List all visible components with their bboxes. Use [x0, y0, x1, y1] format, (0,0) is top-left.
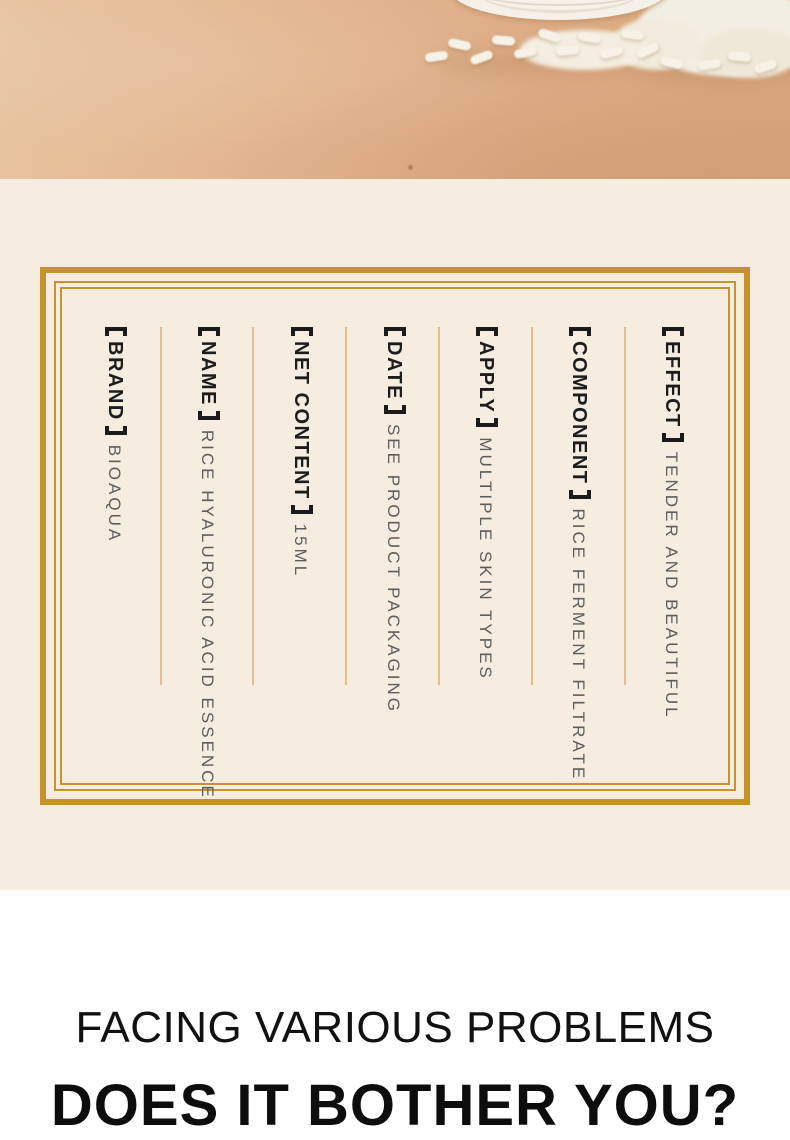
spec-item-label: COMPONENT	[568, 341, 591, 485]
headline-section	[0, 890, 790, 1138]
spec-item-value: RICE HYALURONIC ACID ESSENCE	[197, 429, 217, 800]
spec-item-value: RICE FERMENT FILTRATE	[569, 508, 589, 782]
spec-item-value: MULTIPLE SKIN TYPES	[476, 437, 496, 681]
spec-item-date	[379, 327, 407, 714]
bracket-open-icon	[476, 327, 498, 336]
spec-item-label: APPLY	[475, 341, 498, 414]
bracket-open-icon	[198, 327, 220, 336]
spec-section	[0, 179, 790, 890]
bracket-close-icon	[662, 433, 684, 442]
bracket-close-icon	[569, 490, 591, 499]
spec-item-label: NAME	[196, 341, 219, 406]
spec-item-value: TENDER AND BEAUTIFUL	[662, 451, 681, 720]
bracket-open-icon	[291, 327, 313, 336]
photo-speck	[408, 165, 413, 170]
spec-item-value: 15ML	[290, 523, 310, 579]
headline-line-2: DOES IT BOTHER YOU?	[50, 1072, 740, 1138]
headline-line-1: FACING VARIOUS PROBLEMS	[75, 1003, 715, 1052]
column-separator	[252, 327, 254, 685]
column-separator	[531, 327, 533, 685]
bracket-close-icon	[291, 505, 313, 514]
spec-item-value: BIOAQUA	[105, 444, 125, 544]
spec-item-component	[564, 327, 592, 781]
spec-item-label: BRAND	[104, 341, 127, 421]
rice-grain-icon	[447, 38, 471, 52]
column-separator	[438, 327, 440, 685]
column-separator	[624, 327, 626, 685]
bracket-close-icon	[198, 411, 220, 420]
spec-item-net-content	[286, 327, 314, 578]
bracket-close-icon	[476, 418, 498, 427]
spec-list	[64, 293, 726, 800]
bracket-open-icon	[569, 327, 591, 336]
bracket-open-icon	[105, 327, 127, 336]
bracket-close-icon	[384, 405, 406, 414]
spec-item-apply	[471, 327, 499, 681]
spec-item-value: SEE PRODUCT PACKAGING	[383, 423, 403, 714]
rice-grain-icon	[492, 35, 516, 46]
jar-lid-icon	[450, 0, 668, 20]
bracket-open-icon	[662, 327, 684, 336]
bracket-open-icon	[384, 327, 406, 336]
spec-item-label: EFFECT	[661, 341, 683, 428]
hero-photo	[0, 0, 790, 179]
bracket-close-icon	[105, 426, 127, 435]
spec-card	[40, 267, 750, 805]
spec-item-name	[193, 327, 221, 800]
column-separator	[160, 327, 162, 685]
column-separator	[345, 327, 347, 685]
spec-item-brand	[100, 327, 128, 543]
spec-item-effect	[657, 327, 685, 720]
spec-item-label: NET CONTENT	[289, 341, 312, 500]
spec-item-label: DATE	[382, 341, 405, 400]
